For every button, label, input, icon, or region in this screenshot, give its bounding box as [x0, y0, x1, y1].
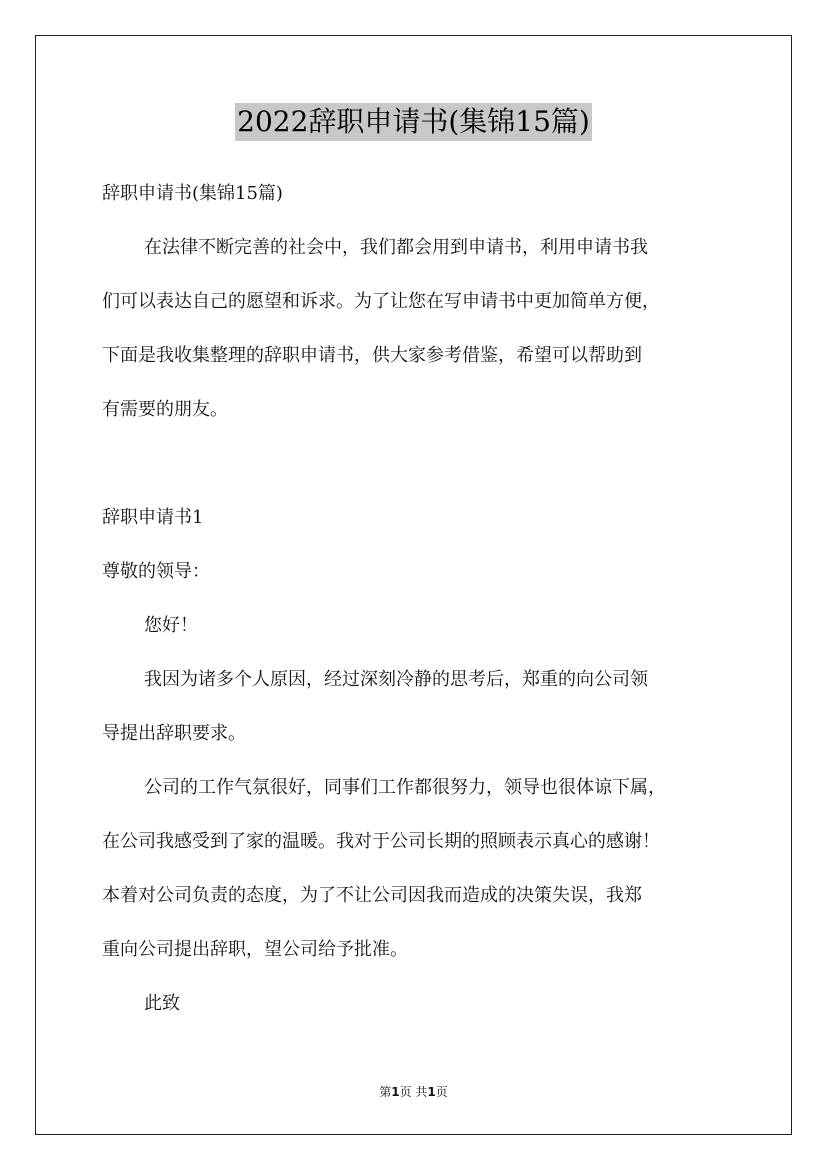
salutation: 尊敬的领导：	[102, 561, 210, 582]
title-container	[0, 103, 827, 141]
paragraph-line: 公司的工作气氛很好，同事们工作都很努力，领导也很体谅下属，	[144, 777, 666, 798]
paragraph-line: 在公司我感受到了家的温暖。我对于公司长期的照顾表示真心的感谢！	[102, 831, 660, 852]
page-current: 1	[391, 1085, 400, 1099]
greeting: 您好！	[144, 615, 198, 636]
intro-line: 下面是我收集整理的辞职申请书，供大家参考借鉴，希望可以帮助到	[102, 345, 642, 366]
page-prefix: 第	[379, 1085, 392, 1099]
paragraph-line: 重向公司提出辞职，望公司给予批准。	[102, 939, 408, 960]
closing-text: 此致	[144, 993, 180, 1014]
paragraph-line: 本着对公司负责的态度，为了不让公司因我而造成的决策失误，我郑	[102, 885, 642, 906]
page-mid: 页 共	[399, 1085, 428, 1099]
document-subtitle: 辞职申请书(集锦15篇)	[102, 183, 283, 204]
document-title: 2022辞职申请书(集锦15篇)	[235, 103, 592, 141]
paragraph-line: 我因为诸多个人原因，经过深刻冷静的思考后，郑重的向公司领	[144, 669, 648, 690]
page-suffix: 页	[435, 1085, 448, 1099]
paragraph-spacer	[102, 446, 732, 500]
document-body	[102, 176, 732, 1040]
paragraph-line: 导提出辞职要求。	[102, 723, 246, 744]
section-heading: 辞职申请书1	[102, 507, 204, 528]
intro-line: 在法律不断完善的社会中，我们都会用到申请书，利用申请书我	[144, 237, 648, 258]
page-footer	[0, 1084, 827, 1100]
page-total: 1	[427, 1085, 436, 1099]
intro-line: 有需要的朋友。	[102, 399, 228, 420]
intro-line: 们可以表达自己的愿望和诉求。为了让您在写申请书中更加简单方便，	[102, 291, 660, 312]
